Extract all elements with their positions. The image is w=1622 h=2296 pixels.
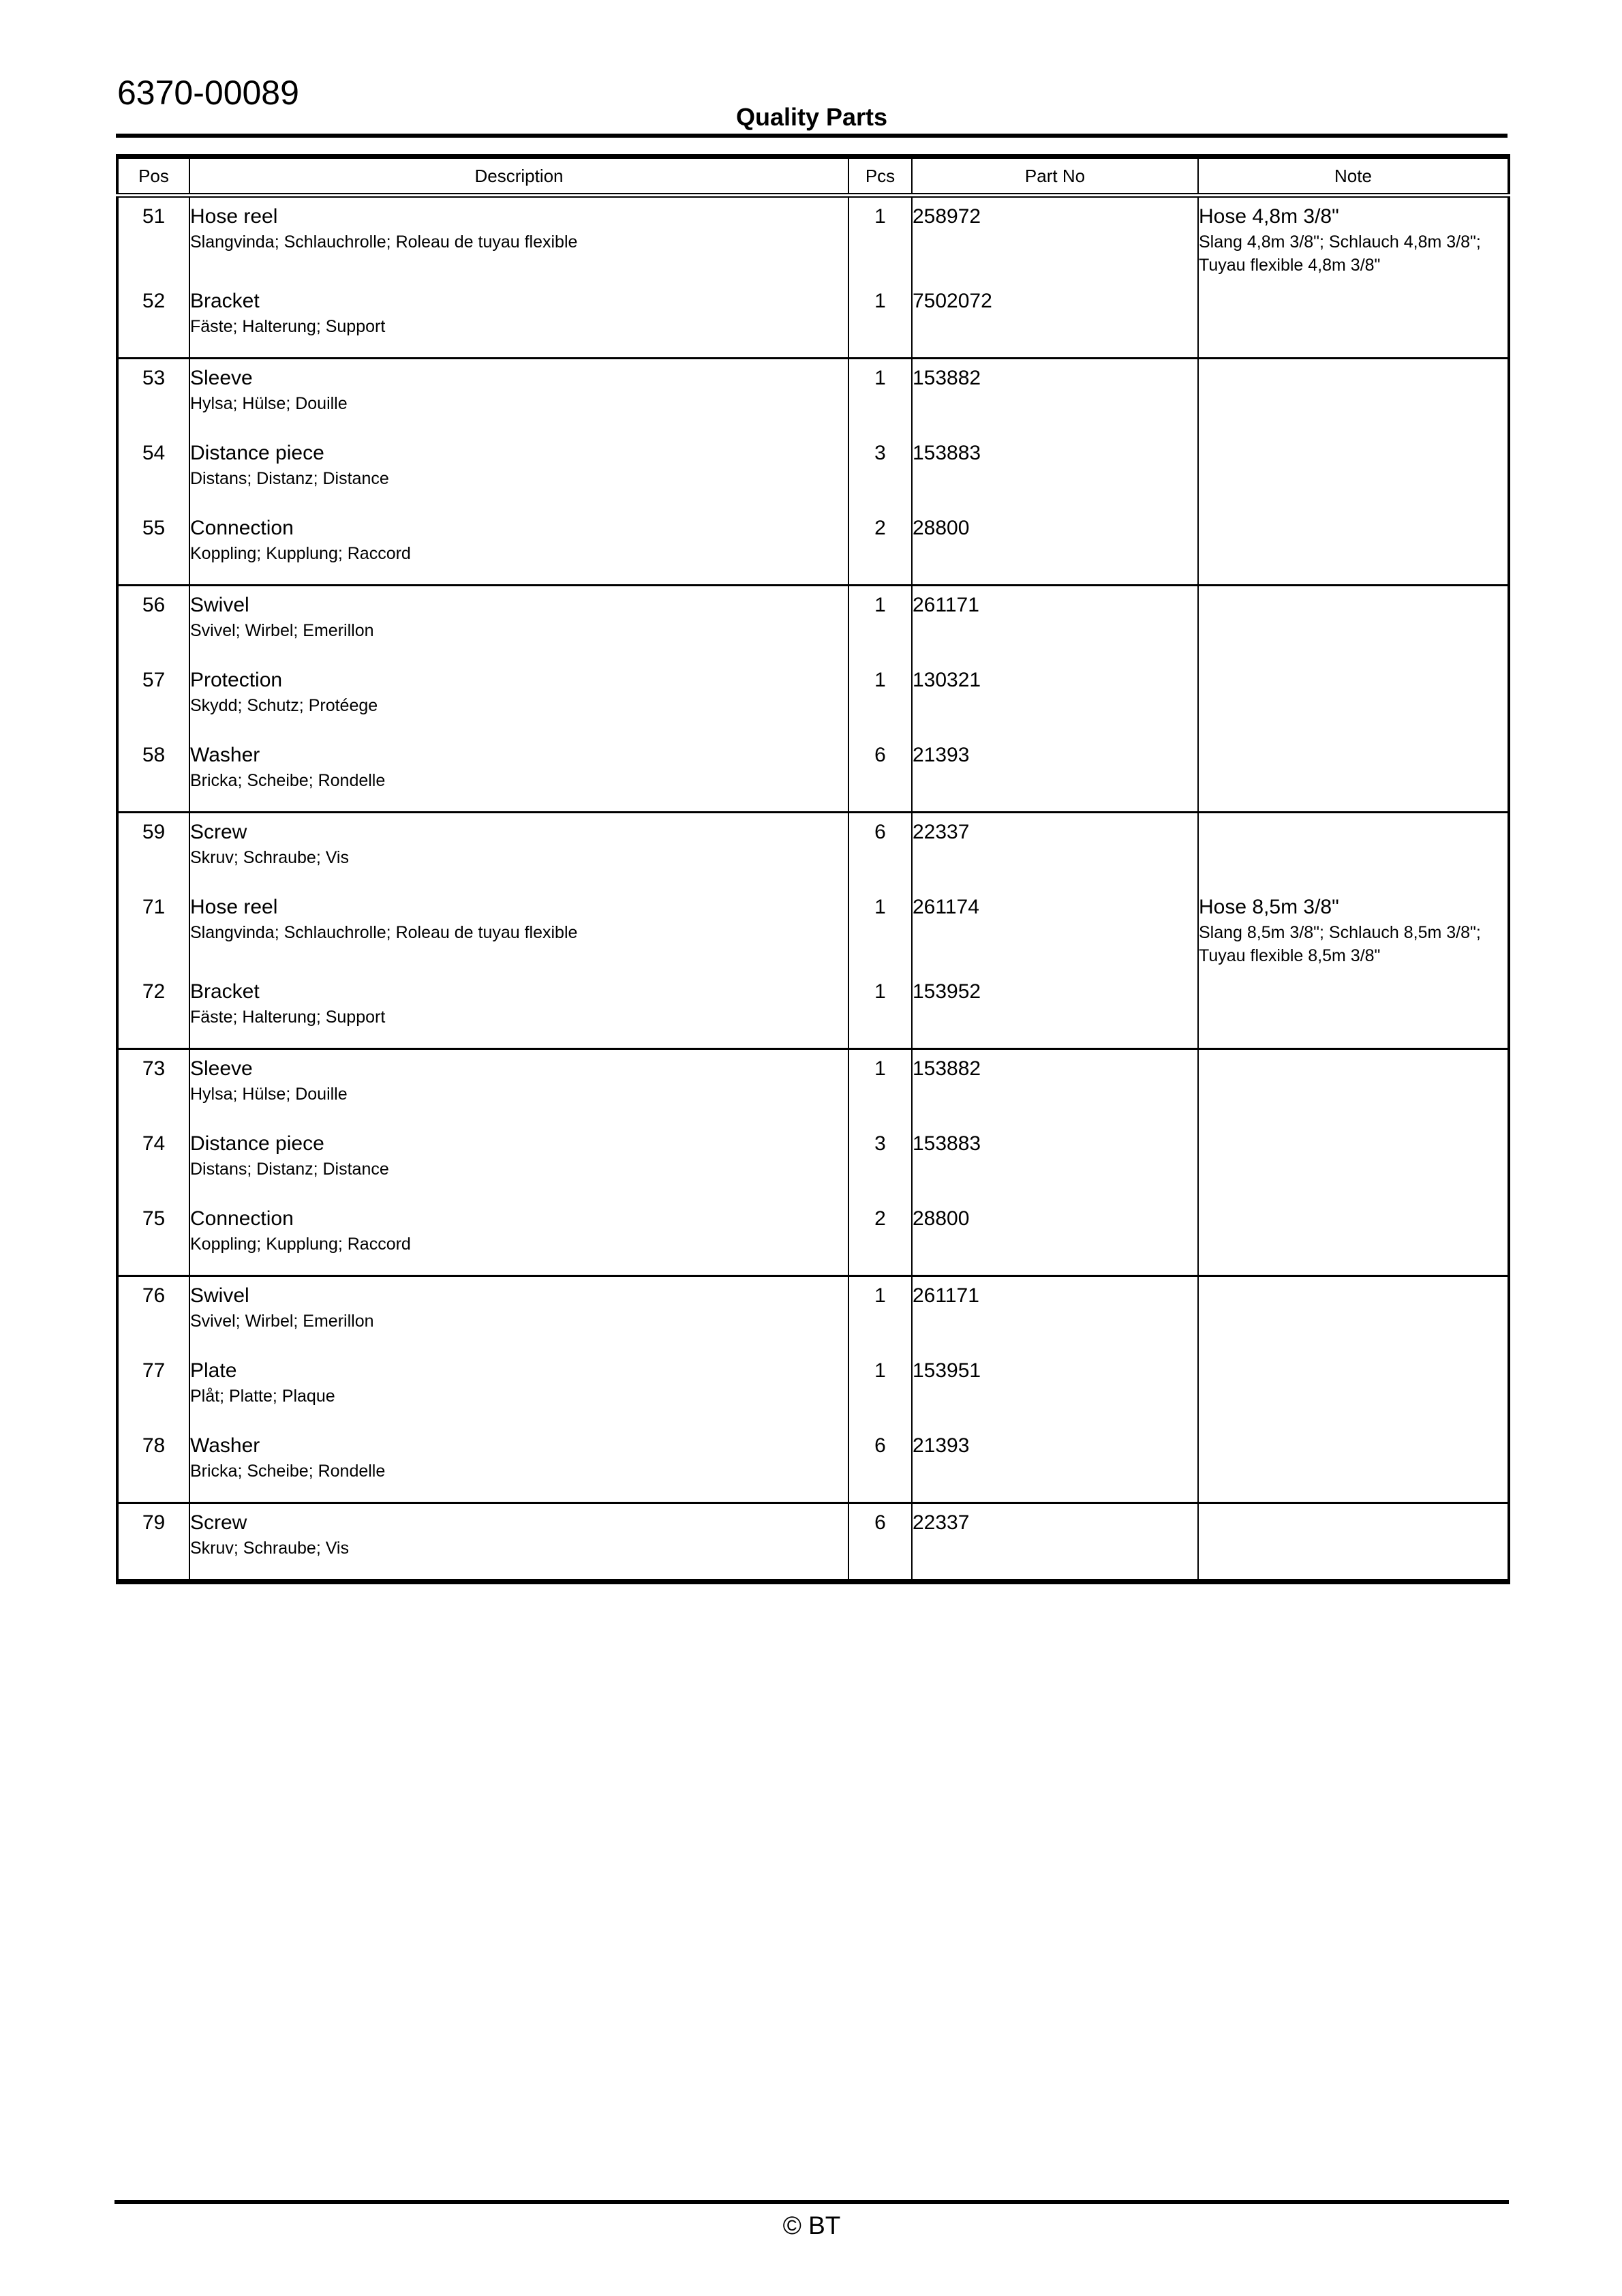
cell-note <box>1198 359 1509 435</box>
cell-part-no <box>912 434 1198 509</box>
pos-number: 78 <box>142 1434 166 1457</box>
cell-pos <box>117 1049 189 1126</box>
cell-part-no <box>912 196 1198 283</box>
pcs-value: 1 <box>874 1359 886 1382</box>
pos-number: 51 <box>142 205 166 228</box>
pcs-value: 3 <box>874 442 886 464</box>
description-text: Hose reel <box>190 205 278 228</box>
cell-pos <box>117 888 189 973</box>
pcs-value: 2 <box>874 517 886 539</box>
pcs-value: 1 <box>874 594 886 616</box>
cell-pos <box>117 736 189 813</box>
note-text: Hose 8,5m 3/8" <box>1199 896 1339 918</box>
pcs-value: 1 <box>874 1284 886 1307</box>
table-row <box>117 434 1509 509</box>
cell-pos <box>117 434 189 509</box>
table-row <box>117 813 1509 889</box>
pos-number: 55 <box>142 517 166 539</box>
part-no-value: 7502072 <box>913 290 992 312</box>
cell-part-no <box>912 359 1198 435</box>
note-translations: Slang 4,8m 3/8"; Schlauch 4,8m 3/8"; Tuyau flexible 4,8m 3/8" <box>1199 232 1481 275</box>
description-translations: Svivel; Wirbel; Emerillon <box>190 621 374 640</box>
page-title: Quality Parts <box>735 103 888 131</box>
cell-part-no <box>912 736 1198 813</box>
pos-number: 59 <box>142 821 166 843</box>
cell-pcs <box>848 888 912 973</box>
cell-description <box>189 736 848 813</box>
cell-pcs <box>848 1276 912 1353</box>
table-row <box>117 1276 1509 1353</box>
footer-rule <box>114 2200 1509 2204</box>
row-group <box>117 196 1509 359</box>
row-group <box>117 813 1509 1049</box>
part-no-value: 22337 <box>913 821 970 843</box>
cell-pcs <box>848 973 912 1049</box>
part-no-value: 153882 <box>913 1057 981 1080</box>
pos-number: 52 <box>142 290 166 312</box>
part-no-value: 28800 <box>913 517 970 539</box>
pcs-value: 3 <box>874 1132 886 1155</box>
cell-pcs <box>848 1427 912 1503</box>
cell-description <box>189 661 848 736</box>
pos-number: 57 <box>142 669 166 691</box>
part-no-value: 261171 <box>913 594 979 616</box>
pos-number: 53 <box>142 367 166 389</box>
description-text: Swivel <box>190 1284 249 1307</box>
table-row <box>117 1352 1509 1427</box>
pcs-value: 6 <box>874 1434 886 1457</box>
cell-pcs <box>848 282 912 359</box>
description-text: Sleeve <box>190 367 253 389</box>
cell-part-no <box>912 1503 1198 1582</box>
cell-note <box>1198 282 1509 359</box>
pcs-value: 1 <box>874 980 886 1003</box>
description-translations: Svivel; Wirbel; Emerillon <box>190 1312 374 1331</box>
cell-description <box>189 196 848 283</box>
col-header-note: Note <box>1198 157 1509 196</box>
description-text: Swivel <box>190 594 249 616</box>
pos-number: 75 <box>142 1207 166 1230</box>
col-header-part-no: Part No <box>912 157 1198 196</box>
cell-pos <box>117 1276 189 1353</box>
cell-pcs <box>848 1125 912 1200</box>
description-translations: Hylsa; Hülse; Douille <box>190 1085 348 1104</box>
table-row <box>117 1200 1509 1276</box>
cell-part-no <box>912 1049 1198 1126</box>
col-header-pcs: Pcs <box>848 157 912 196</box>
part-no-value: 28800 <box>913 1207 970 1230</box>
cell-part-no <box>912 888 1198 973</box>
description-text: Distance piece <box>190 442 324 464</box>
description-translations: Koppling; Kupplung; Raccord <box>190 544 411 563</box>
cell-pcs <box>848 661 912 736</box>
table-row <box>117 586 1509 662</box>
cell-pos <box>117 509 189 586</box>
cell-note <box>1198 1427 1509 1503</box>
pos-number: 76 <box>142 1284 166 1307</box>
cell-note <box>1198 509 1509 586</box>
header-rule <box>116 134 1508 138</box>
cell-pos <box>117 359 189 435</box>
cell-pos <box>117 661 189 736</box>
cell-part-no <box>912 1125 1198 1200</box>
pos-number: 74 <box>142 1132 166 1155</box>
cell-description <box>189 1427 848 1503</box>
description-translations: Distans; Distanz; Distance <box>190 1160 389 1179</box>
cell-note <box>1198 434 1509 509</box>
table-header-row <box>117 157 1509 196</box>
cell-part-no <box>912 1427 1198 1503</box>
cell-description <box>189 888 848 973</box>
description-text: Screw <box>190 821 247 843</box>
part-no-value: 153951 <box>913 1359 981 1382</box>
table-row <box>117 1427 1509 1503</box>
cell-pos <box>117 1200 189 1276</box>
pos-number: 77 <box>142 1359 166 1382</box>
cell-pos <box>117 1427 189 1503</box>
cell-part-no <box>912 1200 1198 1276</box>
cell-description <box>189 973 848 1049</box>
cell-note <box>1198 1200 1509 1276</box>
part-no-value: 153952 <box>913 980 981 1003</box>
description-translations: Fäste; Halterung; Support <box>190 1008 386 1027</box>
cell-pcs <box>848 1200 912 1276</box>
cell-pcs <box>848 509 912 586</box>
cell-note <box>1198 1352 1509 1427</box>
pcs-value: 1 <box>874 896 886 918</box>
table-row <box>117 661 1509 736</box>
part-no-value: 258972 <box>913 205 981 228</box>
cell-description <box>189 813 848 889</box>
pcs-value: 1 <box>874 205 886 228</box>
cell-part-no <box>912 586 1198 662</box>
cell-part-no <box>912 509 1198 586</box>
pos-number: 56 <box>142 594 166 616</box>
pos-number: 54 <box>142 442 166 464</box>
description-text: Protection <box>190 669 283 691</box>
part-no-value: 153883 <box>913 442 981 464</box>
table-head <box>117 157 1509 196</box>
cell-description <box>189 434 848 509</box>
cell-description <box>189 1352 848 1427</box>
description-translations: Slangvinda; Schlauchrolle; Roleau de tuyau flexible <box>190 923 578 942</box>
description-translations: Skydd; Schutz; Protéege <box>190 696 378 715</box>
cell-part-no <box>912 282 1198 359</box>
cell-note <box>1198 736 1509 813</box>
description-text: Distance piece <box>190 1132 324 1155</box>
note-text: Hose 4,8m 3/8" <box>1199 205 1339 228</box>
table-row <box>117 509 1509 586</box>
description-text: Sleeve <box>190 1057 253 1080</box>
description-translations: Slangvinda; Schlauchrolle; Roleau de tuyau flexible <box>190 232 578 252</box>
description-translations: Hylsa; Hülse; Douille <box>190 394 348 413</box>
cell-note <box>1198 586 1509 662</box>
cell-part-no <box>912 661 1198 736</box>
col-header-pos: Pos <box>117 157 189 196</box>
cell-note <box>1198 1503 1509 1582</box>
description-translations: Distans; Distanz; Distance <box>190 469 389 488</box>
pos-number: 73 <box>142 1057 166 1080</box>
cell-pcs <box>848 359 912 435</box>
pcs-value: 1 <box>874 367 886 389</box>
parts-table <box>116 154 1510 1584</box>
pos-number: 79 <box>142 1511 166 1534</box>
description-text: Connection <box>190 517 294 539</box>
table-row <box>117 888 1509 973</box>
cell-pos <box>117 1125 189 1200</box>
cell-description <box>189 509 848 586</box>
cell-note <box>1198 973 1509 1049</box>
cell-pcs <box>848 434 912 509</box>
table-row <box>117 1503 1509 1582</box>
pos-number: 58 <box>142 744 166 766</box>
pcs-value: 6 <box>874 821 886 843</box>
table-row <box>117 282 1509 359</box>
description-text: Hose reel <box>190 896 278 918</box>
part-no-value: 21393 <box>913 744 970 766</box>
cell-note <box>1198 1125 1509 1200</box>
part-no-value: 261174 <box>913 896 979 918</box>
description-translations: Fäste; Halterung; Support <box>190 317 386 336</box>
cell-pos <box>117 196 189 283</box>
description-text: Bracket <box>190 980 260 1003</box>
row-group <box>117 1276 1509 1503</box>
pcs-value: 1 <box>874 1057 886 1080</box>
cell-pos <box>117 282 189 359</box>
footer-copyright: © BT <box>782 2211 841 2239</box>
part-no-value: 22337 <box>913 1511 970 1534</box>
cell-description <box>189 1125 848 1200</box>
description-translations: Bricka; Scheibe; Rondelle <box>190 771 386 790</box>
cell-note <box>1198 813 1509 889</box>
description-text: Washer <box>190 1434 260 1457</box>
cell-pcs <box>848 1352 912 1427</box>
cell-note <box>1198 1276 1509 1353</box>
cell-pos <box>117 586 189 662</box>
description-translations: Skruv; Schraube; Vis <box>190 848 349 867</box>
row-group <box>117 1049 1509 1276</box>
cell-note <box>1198 1049 1509 1126</box>
description-translations: Plåt; Platte; Plaque <box>190 1387 335 1406</box>
part-no-value: 130321 <box>913 669 981 691</box>
description-text: Bracket <box>190 290 260 312</box>
row-group <box>117 359 1509 586</box>
cell-part-no <box>912 813 1198 889</box>
description-translations: Skruv; Schraube; Vis <box>190 1539 349 1558</box>
row-group <box>117 1503 1509 1582</box>
cell-description <box>189 282 848 359</box>
cell-pcs <box>848 813 912 889</box>
cell-part-no <box>912 1352 1198 1427</box>
description-translations: Bricka; Scheibe; Rondelle <box>190 1462 386 1481</box>
pcs-value: 6 <box>874 1511 886 1534</box>
part-no-value: 261171 <box>913 1284 979 1307</box>
cell-pcs <box>848 196 912 283</box>
part-no-value: 21393 <box>913 1434 970 1457</box>
doc-number: 6370-00089 <box>117 74 299 112</box>
cell-description <box>189 1049 848 1126</box>
description-translations: Koppling; Kupplung; Raccord <box>190 1235 411 1254</box>
cell-note <box>1198 661 1509 736</box>
cell-description <box>189 1276 848 1353</box>
cell-part-no <box>912 973 1198 1049</box>
cell-description <box>189 586 848 662</box>
pcs-value: 1 <box>874 290 886 312</box>
pcs-value: 1 <box>874 669 886 691</box>
cell-part-no <box>912 1276 1198 1353</box>
description-text: Screw <box>190 1511 247 1534</box>
pos-number: 72 <box>142 980 166 1003</box>
pos-number: 71 <box>142 896 166 918</box>
pcs-value: 6 <box>874 744 886 766</box>
part-no-value: 153882 <box>913 367 981 389</box>
description-text: Connection <box>190 1207 294 1230</box>
cell-description <box>189 1200 848 1276</box>
part-no-value: 153883 <box>913 1132 981 1155</box>
pcs-value: 2 <box>874 1207 886 1230</box>
cell-note <box>1198 196 1509 283</box>
table-row <box>117 973 1509 1049</box>
cell-pcs <box>848 736 912 813</box>
cell-pcs <box>848 1503 912 1582</box>
table-row <box>117 196 1509 283</box>
table-row <box>117 1125 1509 1200</box>
table-row <box>117 736 1509 813</box>
row-group <box>117 586 1509 813</box>
note-translations: Slang 8,5m 3/8"; Schlauch 8,5m 3/8"; Tuyau flexible 8,5m 3/8" <box>1199 923 1481 965</box>
table-row <box>117 359 1509 435</box>
cell-pcs <box>848 586 912 662</box>
cell-pcs <box>848 1049 912 1126</box>
cell-pos <box>117 1352 189 1427</box>
cell-note <box>1198 888 1509 973</box>
cell-description <box>189 1503 848 1582</box>
cell-description <box>189 359 848 435</box>
description-text: Washer <box>190 744 260 766</box>
description-text: Plate <box>190 1359 237 1382</box>
cell-pos <box>117 1503 189 1582</box>
cell-pos <box>117 973 189 1049</box>
col-header-description: Description <box>189 157 848 196</box>
table-row <box>117 1049 1509 1126</box>
cell-pos <box>117 813 189 889</box>
